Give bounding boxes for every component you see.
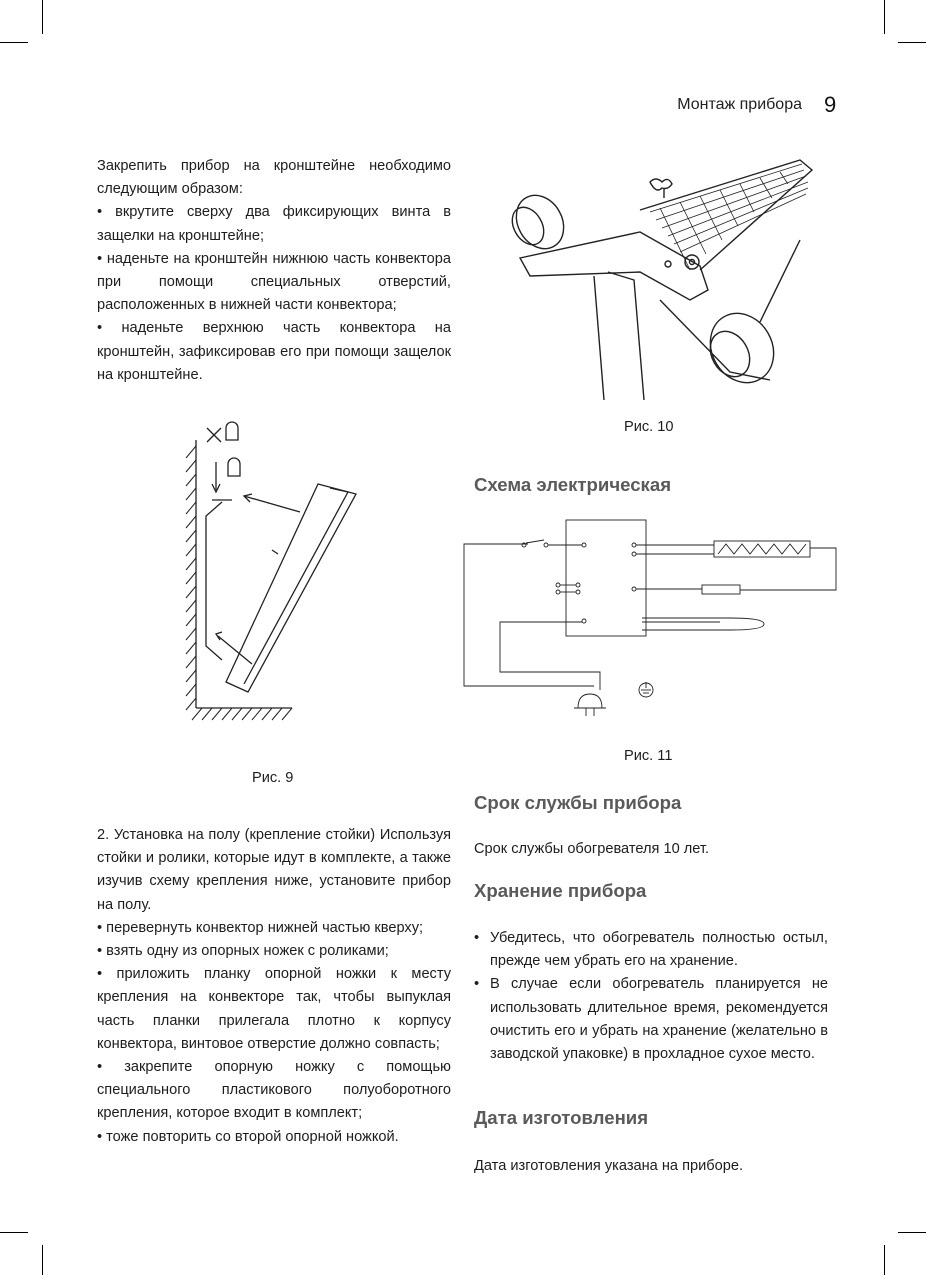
step-text: • закрепите опорную ножку с помощью специального пластикового полуоборотного крепления, которое входит в комплект; [97,1059,451,1122]
step-text: • приложить планку опорной ножки к месту крепления на конвекторе так, чтобы выпуклая часть планки прилегала плотно к корпусу конвектора, винтовое отверстие должно совпасть; [97,966,451,1052]
scheme-heading: Схема электрическая [474,474,672,495]
step-text: • тоже повторить со второй опорной ножкой. [97,1128,399,1145]
running-header: Монтаж прибора [677,96,802,113]
manufacture-date-text: Дата изготовления указана на приборе. [474,1158,744,1174]
storage-heading: Хранение прибора [474,880,647,901]
crop-mark [0,42,28,43]
step-text: • взять одну из опорных ножек с роликами; [97,943,389,960]
crop-mark [884,0,885,34]
figure-11-caption: Рис. 11 [624,748,673,764]
step-text: • перевернуть конвектор нижней частью кверху; [97,919,424,936]
manufacture-date-heading: Дата изготовления [474,1107,649,1128]
list-item: • В случае если обогреватель планируется не использовать длительное время, рекомендуется очистить его и убрать на хранение (желательно в заводской упаковке) в прохладное сухое место. [474,973,828,1066]
storage-list [474,927,828,1066]
floor-title: 2. Установка на полу (крепление стойки) Используя стойки и ролики, которые идут в комплекте, а также изучив схему крепления ниже, установите прибор на полу. [97,827,451,913]
crop-mark [42,0,43,34]
step-text: • наденьте верхнюю часть конвектора на кронштейн, зафиксировав его при помощи защелок на кронштейне. [97,320,451,383]
crop-mark [0,1232,28,1233]
service-life-text: Срок службы обогревателя 10 лет. [474,841,710,857]
floor-install-instructions [97,824,451,1149]
page-number: 9 [824,92,837,117]
crop-mark [898,1232,926,1233]
crop-mark [884,1245,885,1275]
crop-mark [42,1245,43,1275]
service-life-heading: Срок службы прибора [474,792,682,813]
list-item: • Убедитесь, что обогреватель полностью остыл, прежде чем убрать его на хранение. [474,927,828,973]
step-text: • наденьте на кронштейн нижнюю часть конвектора при помощи специальных отверстий, расположенных в нижней части конвектора; [97,250,451,314]
figure-10-caption: Рис. 10 [624,419,674,435]
intro-text: Закрепить прибор на кронштейне необходимо следующим образом: [97,158,451,198]
step-text: • вкрутите сверху два фиксирующих винта в защелки на кронштейне; [97,204,451,244]
figure-9-caption: Рис. 9 [252,770,294,786]
crop-mark [898,42,926,43]
mounting-instructions [97,155,451,387]
